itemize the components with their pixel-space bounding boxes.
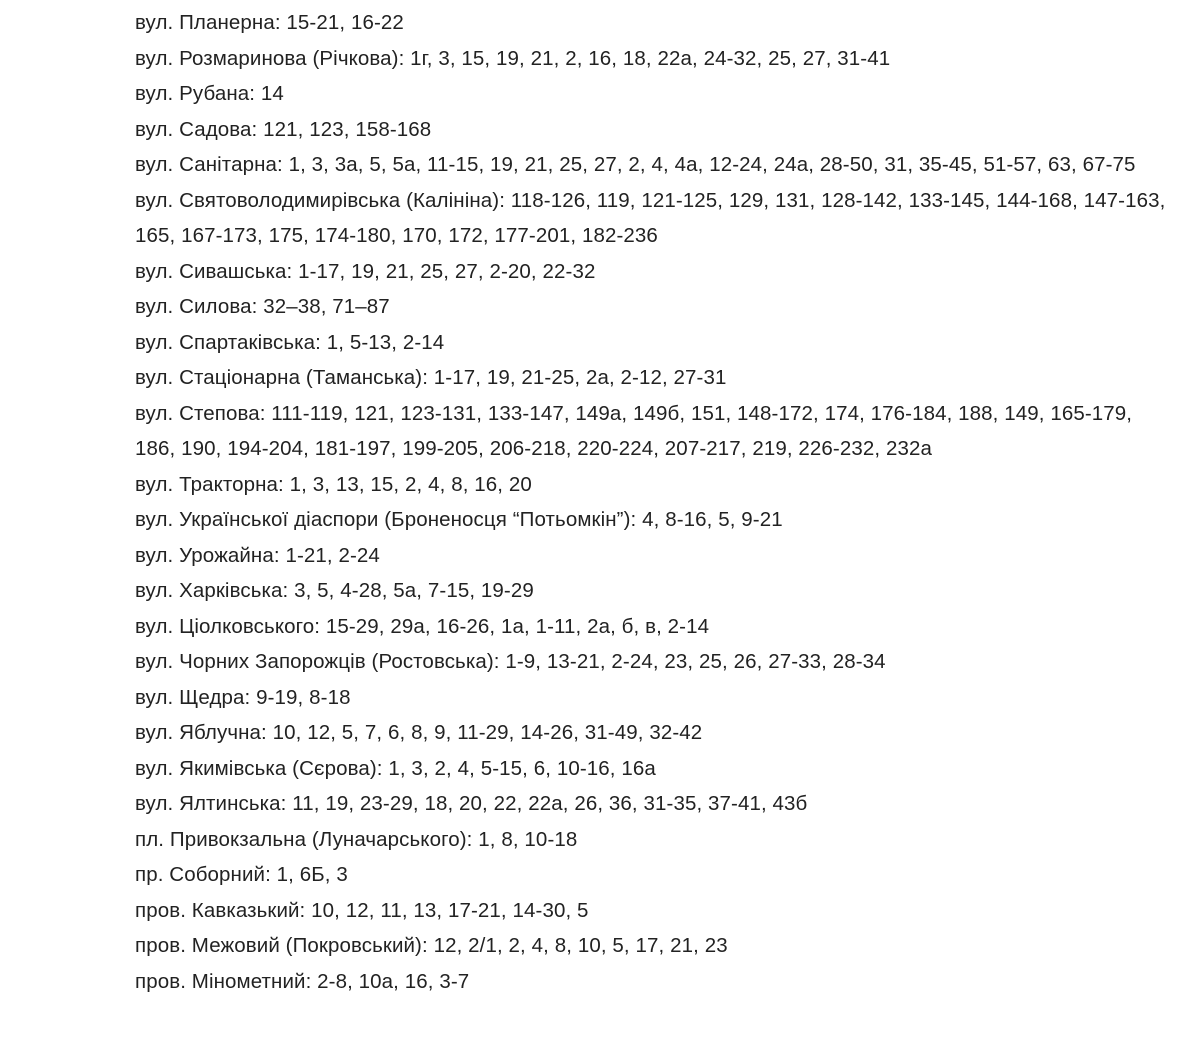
street-entry-rozmarynova: вул. Розмаринова (Річкова): 1г, 3, 15, 19, 21, 2, 16, 18, 22а, 24-32, 25, 27, 31-41 xyxy=(135,46,891,70)
street-entry-statsionarna: вул. Стаціонарна (Таманська): 1-17, 19, 21-25, 2а, 2-12, 27-31 xyxy=(135,366,727,389)
street-address-list xyxy=(135,5,1175,999)
street-entry-planerna: вул. Планерна: 15-21, 16-22 xyxy=(135,11,404,34)
street-entry-traktorna: вул. Тракторна: 1, 3, 13, 15, 2, 4, 8, 16, 20 xyxy=(135,472,532,496)
street-entry-tsiolkovskoho: вул. Ціолковського: 15-29, 29а, 16-26, 1а, 1-11, 2а, б, в, 2-14 xyxy=(135,614,710,638)
street-entry-urozhaina: вул. Урожайна: 1-21, 2-24 xyxy=(135,543,380,567)
street-entry-yabluchna: вул. Яблучна: 10, 12, 5, 7, 6, 8, 9, 11-29, 14-26, 31-49, 32-42 xyxy=(135,721,703,744)
street-entry-sanitarna: вул. Санітарна: 1, 3, 3а, 5, 5а, 11-15, 19, 21, 25, 27, 2, 4, 4а, 12-24, 24а, 28-50, 31, 35-45, 51-57, 63, 67-75 xyxy=(135,153,1136,176)
street-entry-kharkivska: вул. Харківська: 3, 5, 4-28, 5а, 7-15, 19-29 xyxy=(135,579,534,602)
street-entry-sadova: вул. Садова: 121, 123, 158-168 xyxy=(135,117,432,141)
street-entry-ukrainskoi-diaspory: вул. Української діаспори (Броненосця “Потьомкін”): 4, 8-16, 5, 9-21 xyxy=(135,508,783,531)
lane-entry-kavkazkyi: пров. Кавказький: 10, 12, 11, 13, 17-21, 14-30, 5 xyxy=(135,898,589,922)
street-entry-rubana: вул. Рубана: 14 xyxy=(135,82,284,105)
street-entry-stepova: вул. Степова: 111-119, 121, 123-131, 133-147, 149а, 149б, 151, 148-172, 174, 176-184, 188, 149, 165-179, 186, 190, 194-204, 181-197, 199-205, 206-218, 220-224, 207-217, 219, 226-232, 232а xyxy=(135,401,1133,460)
street-entry-sviatovolodymyrivska: вул. Святоволодимирівська (Калініна): 118-126, 119, 121-125, 129, 131, 128-142, 133-145, 144-168, 147-163, 165, 167-173, 175, 174-180, 170, 172, 177-201, 182-236 xyxy=(135,188,1166,247)
square-entry-pryvokzalna: пл. Привокзальна (Луначарського): 1, 8, 10-18 xyxy=(135,827,578,851)
address-document xyxy=(135,5,1175,999)
street-entry-spartakivska: вул. Спартаківська: 1, 5-13, 2-14 xyxy=(135,330,445,354)
street-entry-syvashska: вул. Сивашська: 1-17, 19, 21, 25, 27, 2-20, 22-32 xyxy=(135,259,596,283)
street-entry-sylova: вул. Силова: 32–38, 71–87 xyxy=(135,295,390,318)
street-entry-shchedra: вул. Щедра: 9-19, 8-18 xyxy=(135,685,351,709)
street-entry-yaltynska: вул. Ялтинська: 11, 19, 23-29, 18, 20, 22, 22а, 26, 36, 31-35, 37-41, 43б xyxy=(135,792,808,815)
street-entry-chornykh-zaporozhtsiv: вул. Чорних Запорожців (Ростовська): 1-9, 13-21, 2-24, 23, 25, 26, 27-33, 28-34 xyxy=(135,650,886,673)
lane-entry-mezhovyi: пров. Межовий (Покровський): 12, 2/1, 2, 4, 8, 10, 5, 17, 21, 23 xyxy=(135,934,728,957)
lane-entry-minometnyi: пров. Мінометний: 2-8, 10а, 16, 3-7 xyxy=(135,969,470,993)
avenue-entry-sobornyi: пр. Соборний: 1, 6Б, 3 xyxy=(135,863,348,886)
street-entry-yakymivska: вул. Якимівська (Сєрова): 1, 3, 2, 4, 5-15, 6, 10-16, 16а xyxy=(135,756,656,780)
